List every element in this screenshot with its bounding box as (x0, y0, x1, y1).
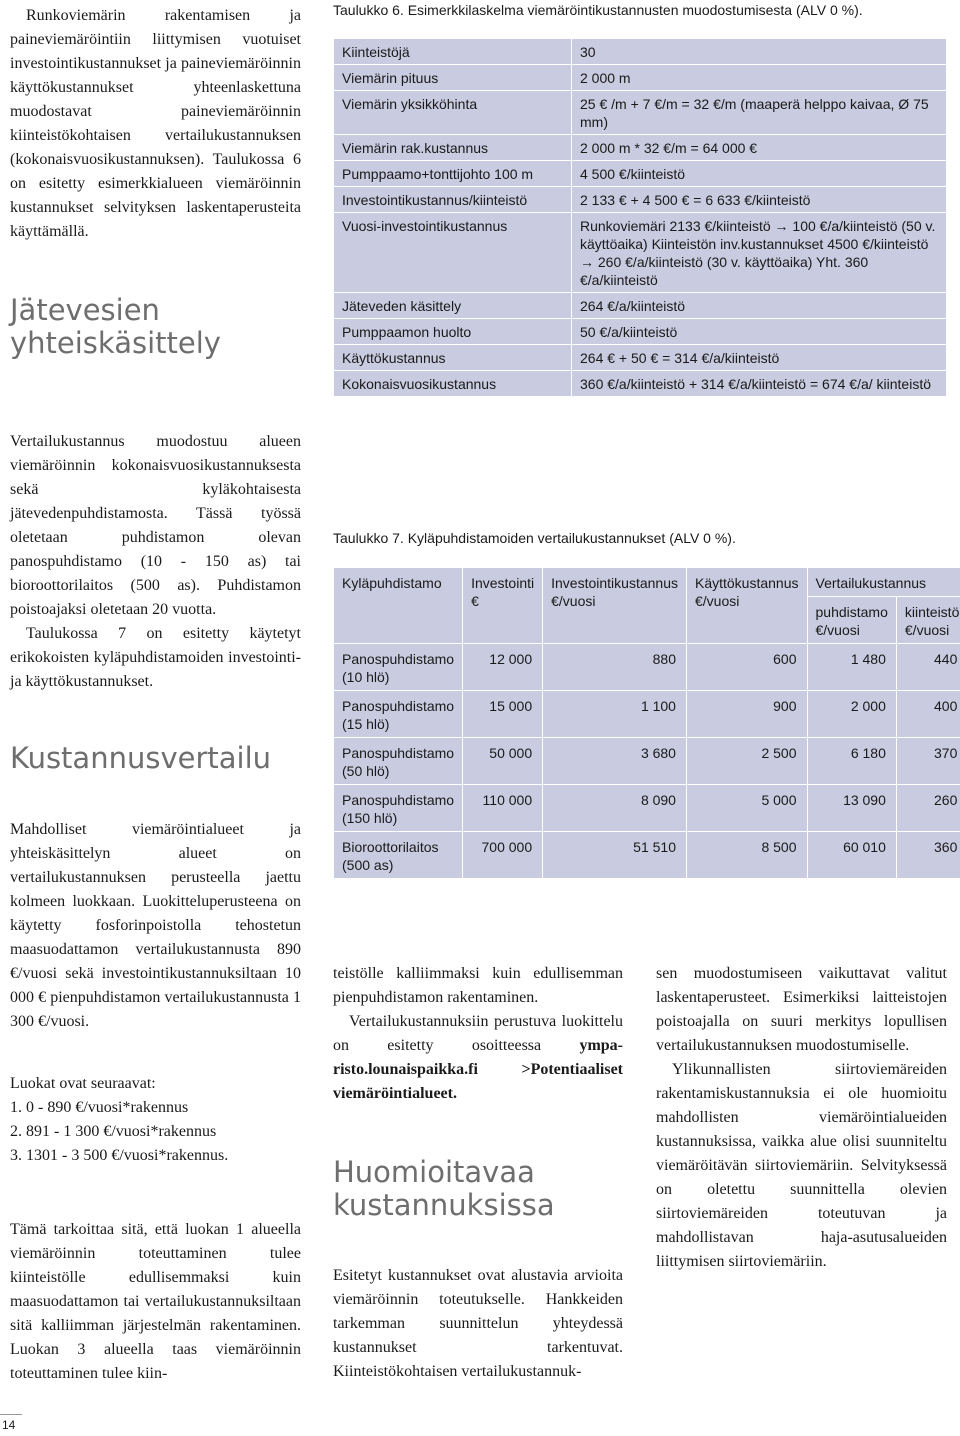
cell-investment-year: 8 090 (543, 785, 687, 832)
list-item: 1. 0 - 890 €/vuosi*rakennus (10, 1099, 189, 1116)
table-row (334, 91, 947, 135)
heading-line: kustannuksissa (333, 1188, 555, 1222)
cell-operation: 8 500 (686, 832, 807, 879)
cell-comparison-property: 440 (896, 644, 960, 691)
header-investment-year: Investointikustannus €/vuosi (543, 568, 687, 644)
header-investment: Investointi € (463, 568, 543, 644)
cell-plant: Panospuhdistamo (10 hlö) (334, 644, 463, 691)
paragraph-luokka-selitys: Tämä tarkoittaa sitä, että luokan 1 alueella viemäröinnin toteuttaminen tulee kiinteistölle edullisemmaksi kuin maasuodattamon tai vertailukustannuksiltaan sitä kalliimman järjestelmän rakentaminen. Luokan 3 alueella taas viemäröinnin toteuttaminen tulee kiin- (10, 1221, 301, 1382)
table-cell-label: Viemärin rak.kustannus (334, 135, 572, 161)
table-row (334, 135, 947, 161)
table-cell-value: 264 €/a/kiinteistö (572, 293, 947, 319)
table-cell-value: 2 133 € + 4 500 € = 6 633 €/kiinteistö (572, 187, 947, 213)
table-row (334, 213, 947, 293)
paragraph-luokittelu: Mahdolliset viemäröintialueet ja yhteiskäsittelyn alueet on vertailukustannuksen perusteella jaettu kolmeen luokkaan. Luokitteluperusteena on käytetty fosforinpoistolla tehostetun maasuodattamon vertailukustannusta 890 €/vuosi sekä investointikustannuksiltaan 10 000 € pienpuhdistamon vertailukustannusta 1 300 €/vuosi. (10, 821, 301, 1030)
table-cell-value: Runkoviemäri 2133 €/kiinteistö → 100 €/a/kiinteistö (50 v. käyttöaika) Kiinteistön inv.kustannukset 4500 €/kiinteistö → 260 €/a/kiinteistö (30 v. käyttöaika) Yht. 360 €/a/kiinteistö (572, 213, 947, 293)
table-cell-value: 25 € /m + 7 €/m = 32 €/m (maaperä helppo kaivaa, Ø 75 mm) (572, 91, 947, 135)
paragraph-taulukko7-ref: Taulukossa 7 on esitetty käytetyt erikokoisten kyläpuhdistamoiden investointi- ja käyttökustannukset. (10, 625, 301, 690)
table-row (334, 39, 947, 65)
cell-plant: Panospuhdistamo (15 hlö) (334, 691, 463, 738)
table-cell-label: Viemärin yksikköhinta (334, 91, 572, 135)
header-plant: Kyläpuhdistamo (334, 568, 463, 644)
paragraph-text: Vertailukustannuksiin perustuva luokittelu on esitetty osoitteessa (333, 1013, 623, 1054)
header-operation: Käyttökustannus €/vuosi (686, 568, 807, 644)
heading-line: Jätevesien (10, 293, 160, 327)
table7-caption: Taulukko 7. Kyläpuhdistamoiden vertailukustannukset (ALV 0 %). (333, 530, 736, 546)
header-comparison-plant: puhdistamo €/vuosi (807, 597, 896, 644)
table-cell-label: Viemärin pituus (334, 65, 572, 91)
table7-village-plants (333, 567, 960, 879)
table-cell-label: Pumppaamon huolto (334, 319, 572, 345)
cell-comparison-property: 260 (896, 785, 960, 832)
table-row (334, 187, 947, 213)
cell-comparison-plant: 6 180 (807, 738, 896, 785)
cell-investment-year: 1 100 (543, 691, 687, 738)
table-cell-value: 360 €/a/kiinteistö + 314 €/a/kiinteistö = 674 €/a/ kiinteistö (572, 371, 947, 397)
cell-operation: 2 500 (686, 738, 807, 785)
heading-line: Huomioitavaa (333, 1155, 535, 1189)
paragraph-estimates: Esitetyt kustannukset ovat alustavia arvioita viemäröinnin toteutukselle. Hankkeiden tarkemman suunnittelun yhteydessä kustannukset tarkentuvat. Kiinteistökohtaisen vertailukustannuk- (333, 1267, 623, 1380)
heading-jatevesien (10, 294, 301, 360)
table-row (334, 293, 947, 319)
cell-comparison-plant: 60 010 (807, 832, 896, 879)
table-cell-label: Jäteveden käsittely (334, 293, 572, 319)
cell-comparison-plant: 2 000 (807, 691, 896, 738)
table-cell-label: Pumppaamo+tonttijohto 100 m (334, 161, 572, 187)
table-cell-value: 2 000 m * 32 €/m = 64 000 € (572, 135, 947, 161)
table6-caption: Taulukko 6. Esimerkkilaskelma viemäröintikustannusten muodostumisesta (ALV 0 %). (333, 2, 863, 18)
header-comparison: Vertailukustannus (807, 568, 960, 597)
heading-line: yhteiskäsittely (10, 326, 221, 360)
table-cell-label: Kokonaisvuosikustannus (334, 371, 572, 397)
cell-investment-year: 880 (543, 644, 687, 691)
table-row (334, 785, 960, 832)
table-row (334, 319, 947, 345)
cell-comparison-property: 370 (896, 738, 960, 785)
table-row (334, 644, 960, 691)
paragraph-laskentaperusteet: sen muodostumiseen vaikuttavat valitut laskentaperusteet. Esimerkiksi laitteistojen poistoajalla on suuri merkitys lopullisen vertailukustannuksen muodostumiselle. (656, 965, 947, 1054)
paragraph-continuation: teistölle kalliimmaksi kuin edullisemman pienpuhdistamon rakentaminen. (333, 965, 623, 1006)
table-cell-value: 264 € + 50 € = 314 €/a/kiinteistö (572, 345, 947, 371)
table-cell-value: 50 €/a/kiinteistö (572, 319, 947, 345)
cell-investment-year: 51 510 (543, 832, 687, 879)
table-row (334, 65, 947, 91)
table6-example-calculation (333, 38, 947, 397)
table-cell-value: 30 (572, 39, 947, 65)
paragraph-siirtoviemarit: Ylikunnallisten siirtoviemäreiden rakentamiskustannuksia ei ole huomioitu mahdollisten viemäröintialueiden kustannuksissa, vaikka alue olisi suunniteltu viemäröitävän siirtoviemäriin. Selvityksessä on oletettu suunnittella olevien siirtoviemäreiden toteutuvan ja mahdollistavan haja-asutusalueiden liittymisen siirtoviemäriin. (656, 1061, 947, 1270)
list-item: 3. 1301 - 3 500 €/vuosi*rakennus. (10, 1147, 229, 1164)
middle-column (333, 962, 623, 1384)
left-column (10, 4, 301, 1386)
table-row (334, 161, 947, 187)
cell-comparison-plant: 1 480 (807, 644, 896, 691)
table-row (334, 345, 947, 371)
table-cell-label: Investointikustannus/kiinteistö (334, 187, 572, 213)
page-number-rule (0, 1414, 22, 1415)
cell-operation: 600 (686, 644, 807, 691)
paragraph-vertailukustannus: Vertailukustannus muodostuu alueen viemäröinnin kokonaisvuosikustannuksesta sekä kyläkohtaisesta jätevedenpuhdistamosta. Tässä työssä oletetaan puhdistamon olevan panospuhdistamo (10 - 150 as) tai bioroottorilaitos (500 as). Puhdistamon poistoajaksi oletetaan 20 vuotta. (10, 433, 301, 618)
cell-comparison-plant: 13 090 (807, 785, 896, 832)
website-reference: ympa-risto.lounaispaikka.fi >Potentiaaliset viemäröintialueet. (333, 1037, 624, 1102)
cell-investment: 110 000 (463, 785, 543, 832)
table-cell-label: Kiinteistöjä (334, 39, 572, 65)
table-header-row (334, 568, 960, 597)
right-column (656, 962, 947, 1274)
table-row (334, 738, 960, 785)
cell-investment: 700 000 (463, 832, 543, 879)
page-number: 14 (2, 1418, 16, 1432)
paragraph-intro: Runkoviemärin rakentamisen ja paineviemäröintiin liittymisen vuotuiset investointikustannukset ja paineviemäröinnin käyttökustannukset yhteenlaskettuna muodostavat paineviemäröinnin kiinteistökohtaisen vertailukustannuksen (kokonaisvuosikustannuksen). Taulukossa 6 on esitetty esimerkkialueen viemäröinnin kustannukset selvityksen laskentaperusteita käyttämällä. (10, 7, 301, 240)
cell-comparison-property: 360 (896, 832, 960, 879)
cell-plant: Panospuhdistamo (150 hlö) (334, 785, 463, 832)
cell-comparison-property: 400 (896, 691, 960, 738)
list-item: 2. 891 - 1 300 €/vuosi*rakennus (10, 1123, 217, 1140)
cell-operation: 900 (686, 691, 807, 738)
table-cell-value: 4 500 €/kiinteistö (572, 161, 947, 187)
heading-huomioitavaa (333, 1156, 623, 1222)
table-row (334, 371, 947, 397)
cell-investment: 12 000 (463, 644, 543, 691)
table-cell-label: Käyttökustannus (334, 345, 572, 371)
cell-operation: 5 000 (686, 785, 807, 832)
table-row (334, 691, 960, 738)
cell-investment: 50 000 (463, 738, 543, 785)
list-title: Luokat ovat seuraavat: (10, 1075, 156, 1092)
table-cell-label: Vuosi-investointikustannus (334, 213, 572, 293)
cell-investment-year: 3 680 (543, 738, 687, 785)
paragraph-ympa-link (333, 1010, 623, 1106)
heading-kustannusvertailu: Kustannusvertailu (10, 741, 272, 775)
table-cell-value: 2 000 m (572, 65, 947, 91)
cell-plant: Bioroottorilaitos (500 as) (334, 832, 463, 879)
cell-investment: 15 000 (463, 691, 543, 738)
cell-plant: Panospuhdistamo (50 hlö) (334, 738, 463, 785)
table-row (334, 832, 960, 879)
header-comparison-property: kiinteistö €/vuosi (896, 597, 960, 644)
